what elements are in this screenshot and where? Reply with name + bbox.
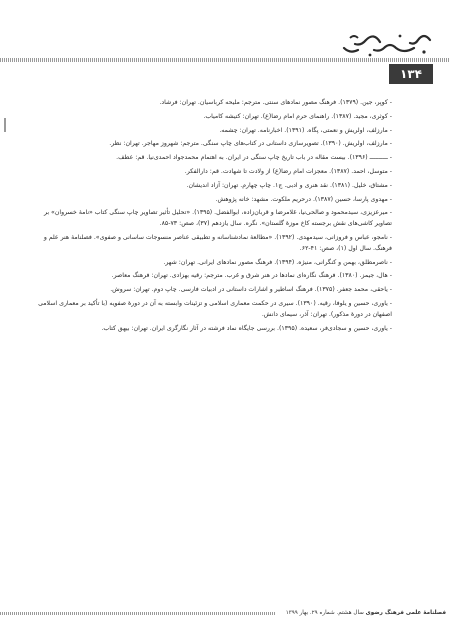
page-footer [0, 609, 450, 619]
reference-item: - متوسل، احمد. (۱۳۸۷). معجزات امام رضا(ع) از ولادت تا شهادت. قم: دارالفکر. [184, 167, 392, 175]
reference-item: - مهدوی پارسا، حسین (۱۳۸۷). درحریم ملکوت. مشهد: خانه پژوهش. [215, 195, 392, 203]
reference-item: - یاحقی، محمد جعفر. (۱۳۷۵). فرهنگ اساطیر و اشارات داستانی در ادبیات فارسی. چاپ دوم. تهران: سروش. [110, 286, 392, 294]
margin-mark [4, 118, 6, 132]
footer-journal-title: فصلنامهٔ علمی فرهنگ رضوی [365, 610, 446, 616]
reference-item: - مشتاق، خلیل. (۱۳۸۱). نقد هنری و ادبی. ج۱. چاپ چهارم. تهران: آزاد اندیشان. [186, 181, 392, 189]
reference-item: - هال، جیمز. (۱۳۸۰). فرهنگ نگاره‌ای نمادها در هنر شرق و غرب. مترجم: رقیه بهزادی. تهران: فرهنگ معاصر. [111, 272, 392, 280]
reference-item: - میرعزیزی، سیدمحمود و صالحی‌نیا، غلامرضا و قربان‌زاده، ابوالفضل. (۱۳۹۵). «تحلیل تأثیر تصاویر چاپ سنگی کتاب «نامهٔ خسروان» بر تصاویر کاشی‌های نقش برجسته کاخ موزهٔ گلستان». نگره. سال یازدهم (۳۷)، صص: ۷۳-۸۵. [43, 209, 392, 228]
reference-item: - مارزلف، اولریش. (۱۳۹۰). تصویرسازی داستانی در کتاب‌های چاپ سنگی. مترجم: شهروز مهاجر. تهران: نظر. [109, 140, 392, 148]
journal-logo-icon [340, 30, 435, 60]
page-number: ۱۳۴ [389, 64, 433, 84]
reference-item: - یاوری، حسین و یلوفا، رقیه. (۱۳۹۰). سیری در حکمت معماری اسلامی و تزئینات وابسته به آن در دورهٔ صفویه (با تأکید بر معماری اسلامی اصفهان در دورهٔ مذکور). تهران: آذر، سیمای دانش. [38, 299, 392, 318]
footer-issue: سال هشتم. شماره ۲۹. بهار ۱۳۹۹ [285, 610, 364, 616]
reference-item: - کوثری، مجید. (۱۳۸۷). راهنمای حرم امام رضا(ع). تهران: کتیشه کامیاب. [203, 112, 392, 120]
reference-item: - ناصرمطلق، بهمن و کنگرانی، منیژه. (۱۳۹۴). فرهنگ مصور نمادهای ایرانی. تهران: شهر. [163, 258, 392, 266]
reference-item: - کوپر، جین. (۱۳۷۹). فرهنگ مصور نمادهای سنتی. مترجم: ملیحه کرباسیان. تهران: فرشاد. [159, 99, 392, 106]
reference-list [28, 98, 392, 337]
reference-item: - نامجو، عباس و فروزانی، سیدمهدی. (۱۳۹۲). «مطالعهٔ نمادشناسانه و تطبیقی عناصر منسوجات ساسانی و صفوی». فصلنامهٔ هنر علم و فرهنگ. سال اول (۱)، صص: ۴۱-۶۲. [43, 233, 392, 252]
reference-item: - یاوری، حسین و سجادی‌فر، سعیده. (۱۳۹۵). بررسی جایگاه نماد فرشته در آثار نگارگری ایران. تهران: بیهق کتاب. [101, 324, 392, 332]
reference-item: - مارزلف، اولریش و نعمتی، پگاه. (۱۳۹۱). اخبارنامه. تهران: چشمه. [219, 126, 392, 134]
footer-text [282, 609, 446, 618]
footer-rule [0, 612, 275, 615]
reference-item: - ــــــــــ (۱۳۹۶). بیست مقاله در باب تاریخ چاپ سنگی در ایران. به اهتمام محمدجواد احمدی‌نیا. قم: عطف. [116, 154, 392, 162]
